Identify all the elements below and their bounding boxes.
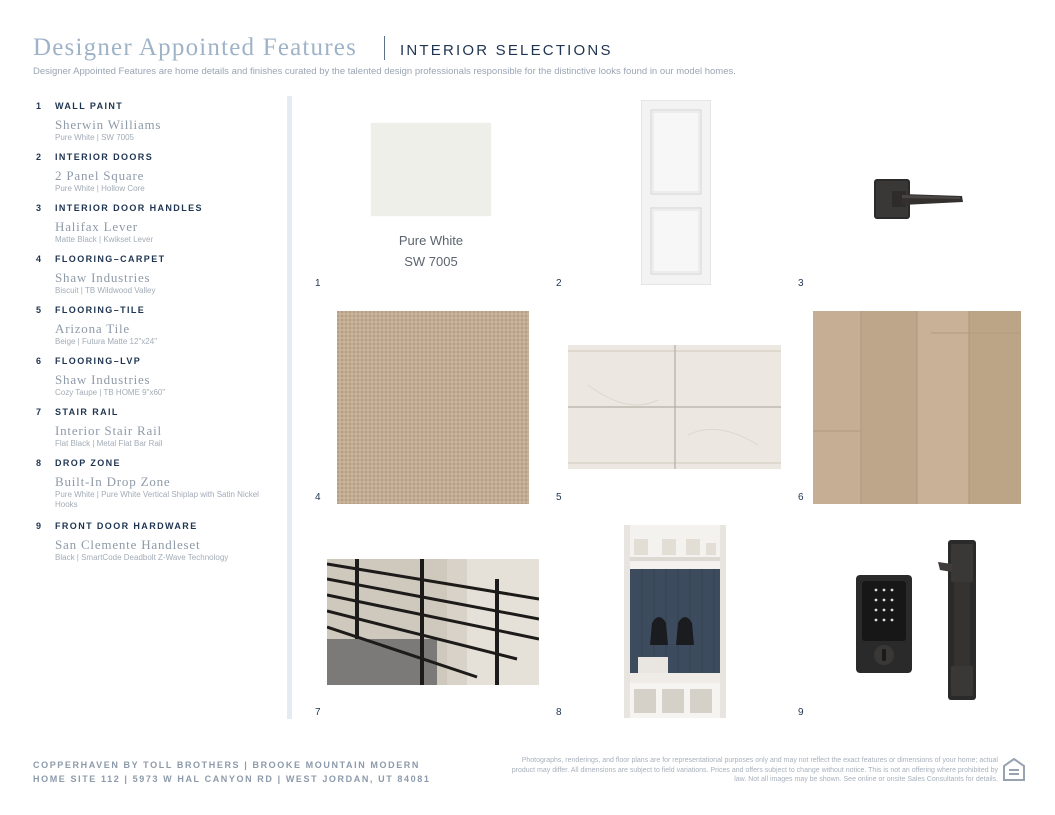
selection-category: FRONT DOOR HARDWARE xyxy=(55,521,198,531)
selection-number: 4 xyxy=(36,254,42,264)
selection-category: FLOORING–LVP xyxy=(55,356,142,366)
selection-number: 6 xyxy=(36,356,42,366)
page-subtitle: INTERIOR SELECTIONS xyxy=(400,42,613,59)
panel-number: 1 xyxy=(315,278,321,289)
selection-number: 2 xyxy=(36,152,42,162)
selection-number: 8 xyxy=(36,458,42,468)
selection-name: Sherwin Williams xyxy=(55,117,162,132)
selection-detail: Beige | Futura Matte 12"x24" xyxy=(55,337,158,346)
selection-name: San Clemente Handleset xyxy=(55,537,201,552)
selection-detail: Matte Black | Kwikset Lever xyxy=(55,235,154,244)
lever-handle-image xyxy=(872,176,966,222)
selection-detail: Black | SmartCode Deadbolt Z-Wave Technology xyxy=(55,553,229,562)
panel-number: 2 xyxy=(556,278,562,289)
selection-category: INTERIOR DOOR HANDLES xyxy=(55,203,203,213)
selection-detail: Biscuit | TB Wildwood Valley xyxy=(55,286,156,295)
disclaimer-text: Photographs, renderings, and floor plans are for representational purposes only and may not reflect the exact features or dimensions of your home; actual product may differ. All dimensions are subject to field variations. Prices and offers subject to change without notice. This is not an offering where prohibited by law. Not all images may be shown. See online or onsite Sales Consultants for details. xyxy=(511,757,998,783)
address-line: HOME SITE 112 | 5973 W HAL CANYON RD | WEST JORDAN, UT 84081 xyxy=(33,774,431,784)
paint-swatch-label xyxy=(371,230,491,272)
lvp-sample-image xyxy=(813,311,1021,504)
stair-rail-image xyxy=(327,559,539,685)
selection-number: 1 xyxy=(36,101,42,111)
selection-category: FLOORING–TILE xyxy=(55,305,146,315)
tile-sample-image xyxy=(568,345,781,469)
panel-number: 5 xyxy=(556,492,562,503)
panel-number: 8 xyxy=(556,707,562,718)
selection-name: Halifax Lever xyxy=(55,219,138,234)
selection-name: Arizona Tile xyxy=(55,321,130,336)
selection-name: 2 Panel Square xyxy=(55,168,145,183)
paint-color-name: Pure White xyxy=(398,233,464,248)
equal-housing-icon xyxy=(1003,758,1025,782)
paint-swatch xyxy=(371,123,491,216)
selection-number: 9 xyxy=(36,521,42,531)
selection-detail: Flat Black | Metal Flat Bar Rail xyxy=(55,439,163,448)
panel-number: 6 xyxy=(798,492,804,503)
selection-detail: Pure White | Pure White Vertical Shiplap with Satin Nickel Hooks xyxy=(55,490,259,509)
intro-text: Designer Appointed Features are home details and finishes curated by the talented design professionals responsible for the distinctive looks found in our model homes. xyxy=(33,66,736,77)
selection-detail: Cozy Taupe | TB HOME 9"x60" xyxy=(55,388,166,397)
vertical-divider xyxy=(287,96,292,719)
door-image xyxy=(641,100,711,285)
page-title: Designer Appointed Features xyxy=(33,34,358,61)
selection-number: 7 xyxy=(36,407,42,417)
handleset-image xyxy=(856,540,981,700)
selection-category: FLOORING–CARPET xyxy=(55,254,166,264)
selection-category: INTERIOR DOORS xyxy=(55,152,154,162)
selection-name: Interior Stair Rail xyxy=(55,423,162,438)
selection-name: Built-In Drop Zone xyxy=(55,474,171,489)
selection-name: Shaw Industries xyxy=(55,372,151,387)
panel-number: 3 xyxy=(798,278,804,289)
panel-number: 7 xyxy=(315,707,321,718)
selection-detail: Pure White | SW 7005 xyxy=(55,133,134,142)
selection-detail: Pure White | Hollow Core xyxy=(55,184,145,193)
panel-number: 4 xyxy=(315,492,321,503)
community-line: COPPERHAVEN BY TOLL BROTHERS | BROOKE MOUNTAIN MODERN xyxy=(33,760,421,770)
selection-category: WALL PAINT xyxy=(55,101,124,111)
title-divider xyxy=(384,36,385,60)
drop-zone-image xyxy=(624,525,726,718)
selection-number: 3 xyxy=(36,203,42,213)
selection-category: DROP ZONE xyxy=(55,458,121,468)
selection-number: 5 xyxy=(36,305,42,315)
carpet-sample-image xyxy=(337,311,529,504)
selection-name: Shaw Industries xyxy=(55,270,151,285)
selection-category: STAIR RAIL xyxy=(55,407,119,417)
paint-color-code: SW 7005 xyxy=(404,254,458,269)
panel-number: 9 xyxy=(798,707,804,718)
